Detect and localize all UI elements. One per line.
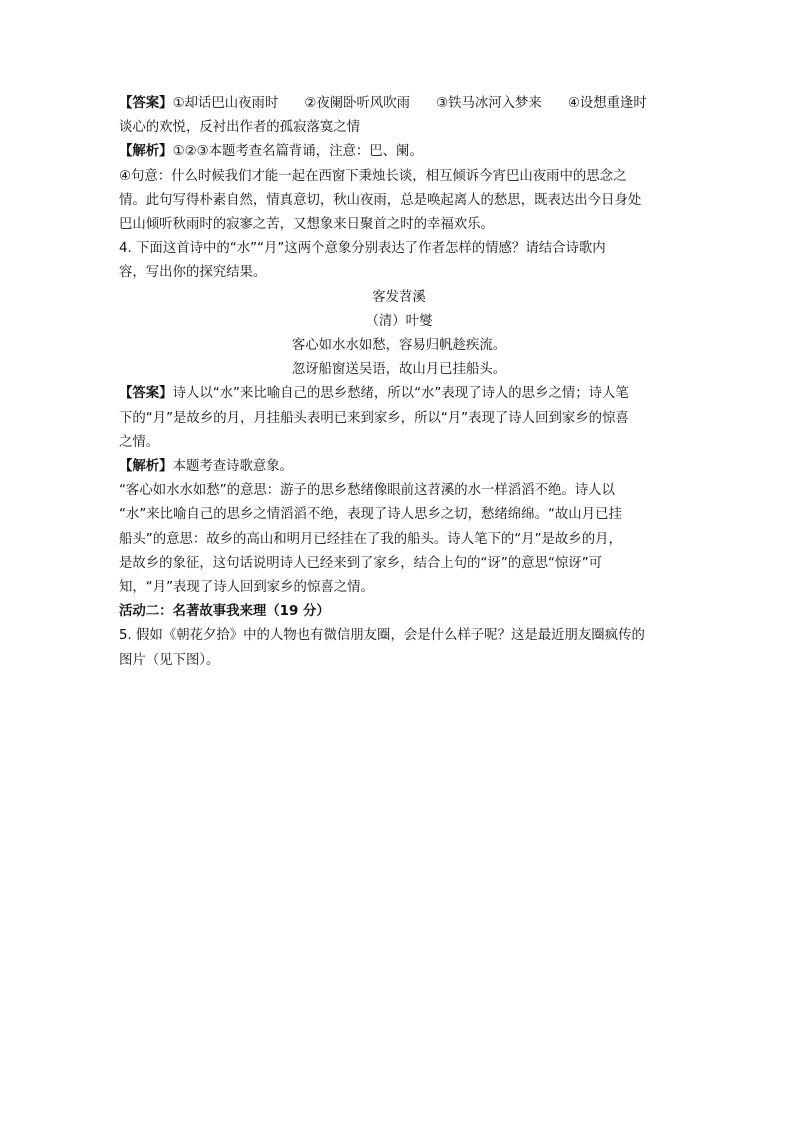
q5-question-line: 5. 假如《朝花夕拾》中的人物也有微信朋友圈，会是什么样子呢？这是最近朋友圈疯传的 bbox=[119, 628, 645, 644]
answer-text: 诗人以“水”来比喻自己的思乡愁绪，所以“水”表现了诗人的思乡之情；诗人笔 bbox=[172, 386, 629, 402]
poem-line: 忽讶船窗送吴语，故山月已挂船头。 bbox=[291, 362, 507, 378]
q3-analysis-line: 巴山倾听秋雨时的寂寥之苦，又想象来日聚首之时的幸福欢乐。 bbox=[119, 217, 494, 233]
q4-analysis-line: 是故乡的象征，这句话说明诗人已经来到了家乡，结合上句的“讶”的意思“惊讶”可 bbox=[119, 555, 603, 571]
answer-item: ④设想重逢时 bbox=[567, 96, 647, 111]
q3-analysis-line: ④句意：什么时候我们才能一起在西窗下秉烛长谈，相互倾诉今宵巴山夜雨中的思念之 bbox=[119, 168, 627, 184]
q3-analysis-line: 情。此句写得朴素自然，情真意切，秋山夜雨，总是唤起离人的愁思，既表达出今日身处 bbox=[119, 192, 642, 208]
q4-analysis-line: “客心如水水如愁”的意思：游子的思乡愁绪像眼前这苕溪的水一样滔滔不绝。诗人以 bbox=[119, 483, 615, 499]
document-page bbox=[119, 92, 679, 673]
activity-heading: 活动二：名著故事我来理（19 分） bbox=[119, 604, 330, 620]
q4-answer-line: 下的“月”是故乡的月，月挂船头表明已来到家乡，所以“月”表现了诗人回到家乡的惊喜 bbox=[119, 410, 629, 426]
q4-analysis-line: 知，“月”表现了诗人回到家乡的惊喜之情。 bbox=[119, 580, 374, 596]
q4-question-line: 4. 下面这首诗中的“水”“月”这两个意象分别表达了作者怎样的情感？请结合诗歌内 bbox=[119, 241, 606, 257]
q3-analysis-line bbox=[119, 140, 679, 164]
answer-item: ②夜阑卧听风吹雨 bbox=[304, 96, 411, 111]
poem-line: 客心如水水如愁，容易归帆趁疾流。 bbox=[291, 338, 507, 354]
analysis-text: 本题考查诗歌意象。 bbox=[172, 459, 294, 475]
analysis-text: ①②③本题考查名篇背诵，注意：巴、阑。 bbox=[172, 144, 423, 160]
analysis-tag: 【解析】 bbox=[119, 144, 173, 160]
q4-analysis-line: 船头”的意思：故乡的高山和明月已经挂在了我的船头。诗人笔下的“月”是故乡的月， bbox=[119, 531, 622, 547]
q4-answer-line: 之情。 bbox=[119, 434, 160, 450]
q4-question-line: 容，写出你的探究结果。 bbox=[119, 265, 267, 281]
q4-answer-line bbox=[119, 382, 679, 406]
answer-item: ③铁马冰河入梦来 bbox=[436, 96, 542, 111]
poem-author: （清）叶燮 bbox=[365, 313, 433, 329]
analysis-tag: 【解析】 bbox=[119, 459, 173, 475]
q3-answer-continuation: 谈心的欢悦，反衬出作者的孤寂落寞之情 bbox=[119, 120, 361, 136]
q3-answer-line bbox=[119, 92, 679, 116]
answer-tag: 【答案】 bbox=[119, 386, 173, 402]
answer-item: ①却话巴山夜雨时 bbox=[172, 96, 279, 111]
q4-analysis-line: “水”来比喻自己的思乡之情滔滔不绝，表现了诗人思乡之切，愁绪绵绵。“故山月已挂 bbox=[119, 507, 622, 523]
poem-title: 客发苕溪 bbox=[372, 289, 426, 305]
answer-tag: 【答案】 bbox=[119, 96, 173, 111]
q5-question-line: 图片（见下图）。 bbox=[119, 652, 220, 668]
q4-analysis-line bbox=[119, 455, 679, 479]
